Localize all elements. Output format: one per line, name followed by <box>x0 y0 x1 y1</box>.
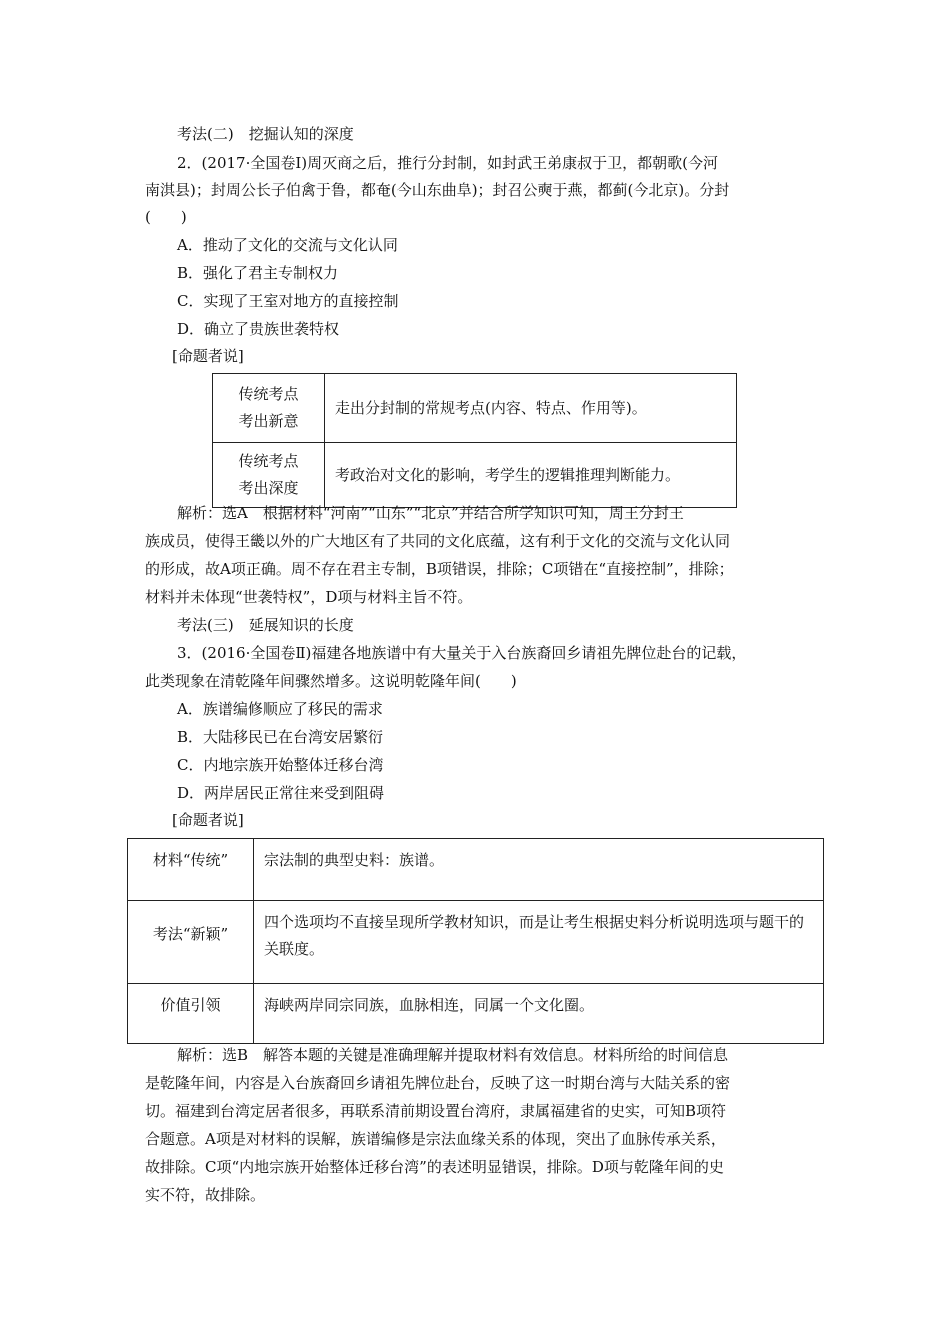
question-2-line-2: 南淇县)；封周公长子伯禽于鲁，都奄(今山东曲阜)；封召公奭于燕，都蓟(今北京)。分封 <box>145 181 730 199</box>
analysis-3-line-4: 合题意。A项是对材料的误解，族谱编修是宗法血缘关系的体现，突出了血脉传承关系， <box>145 1130 726 1148</box>
table-row <box>213 443 737 508</box>
question-3-line-1: 3．(2016·全国卷Ⅱ)福建各地族谱中有大量关于入台族裔回乡请祖先牌位赴台的记载， <box>177 644 747 662</box>
analysis-2-line-2: 族成员，使得王畿以外的广大地区有了共同的文化底蕴，这有利于文化的交流与文化认同 <box>145 532 731 550</box>
table-content-cell: 海峡两岸同宗同族，血脉相连，同属一个文化圈。 <box>254 984 824 1044</box>
analysis-3-line-2: 是乾隆年间，内容是入台族裔回乡请祖先牌位赴台，反映了这一时期台湾与大陆关系的密 <box>145 1074 731 1092</box>
question-2-option-b: B．强化了君主专制权力 <box>177 264 339 282</box>
question-2-line-1: 2．(2017·全国卷Ⅰ)周灭商之后，推行分封制，如封武王弟康叔于卫，都朝歌(今河 <box>177 154 718 172</box>
analysis-2-line-1: 解析：选A 根据材料“河南”“山东”“北京”并结合所学知识可知，周王分封王 <box>177 504 684 522</box>
table-content-cell: 四个选项均不直接呈现所学教材知识，而是让考生根据史料分析说明选项与题干的关联度。 <box>254 901 824 984</box>
table-row <box>128 901 824 984</box>
header-line: 传统考点 <box>238 385 299 403</box>
header-line: 考出深度 <box>238 479 299 497</box>
analysis-2-line-4: 材料并未体现“世袭特权”，D项与材料主旨不符。 <box>145 588 473 606</box>
table-header-cell: 考法“新颖” <box>128 901 254 984</box>
question-3-line-2: 此类现象在清乾隆年间骤然增多。这说明乾隆年间( ) <box>145 672 517 690</box>
table-row <box>128 839 824 901</box>
commentator-label-2: [命题者说] <box>172 347 244 365</box>
question-2-option-a: A．推动了文化的交流与文化认同 <box>177 236 398 254</box>
section-title-3: 考法(三) 延展知识的长度 <box>177 616 354 634</box>
table-row <box>213 374 737 443</box>
table-row <box>128 984 824 1044</box>
header-line: 考出新意 <box>238 412 299 430</box>
table-header-cell <box>213 443 325 508</box>
table-header-cell: 价值引领 <box>128 984 254 1044</box>
analysis-3-line-3: 切。福建到台湾定居者很多，再联系清前期设置台湾府，隶属福建省的史实，可知B项符 <box>145 1102 727 1120</box>
commentator-label-3: [命题者说] <box>172 811 244 829</box>
analysis-3-line-5: 故排除。C项“内地宗族开始整体迁移台湾”的表述明显错误，排除。D项与乾隆年间的史 <box>145 1158 724 1176</box>
question-3-option-a: A．族谱编修顺应了移民的需求 <box>177 700 383 718</box>
question-2-option-d: D．确立了贵族世袭特权 <box>177 320 340 338</box>
analysis-2-line-3: 的形成，故A项正确。周不存在君主专制，B项错误，排除；C项错在“直接控制”，排除； <box>145 560 734 578</box>
question-2-line-3: ( ) <box>145 208 187 226</box>
table-content-cell: 走出分封制的常规考点(内容、特点、作用等)。 <box>325 374 737 443</box>
commentator-table-3 <box>127 838 824 1044</box>
table-content-cell: 宗法制的典型史料：族谱。 <box>254 839 824 901</box>
question-2-option-c: C．实现了王室对地方的直接控制 <box>177 292 399 310</box>
commentator-table-2 <box>212 373 737 508</box>
header-line: 传统考点 <box>238 452 299 470</box>
table-header-cell <box>213 374 325 443</box>
analysis-3-line-6: 实不符，故排除。 <box>145 1186 266 1204</box>
question-3-option-d: D．两岸居民正常往来受到阻碍 <box>177 784 385 802</box>
question-3-option-c: C．内地宗族开始整体迁移台湾 <box>177 756 384 774</box>
question-3-option-b: B．大陆移民已在台湾安居繁衍 <box>177 728 384 746</box>
analysis-3-line-1: 解析：选B 解答本题的关键是准确理解并提取材料有效信息。材料所给的时间信息 <box>177 1046 729 1064</box>
table-content-cell: 考政治对文化的影响，考学生的逻辑推理判断能力。 <box>325 443 737 508</box>
section-title-2: 考法(二) 挖掘认知的深度 <box>177 125 354 143</box>
table-header-cell: 材料“传统” <box>128 839 254 901</box>
